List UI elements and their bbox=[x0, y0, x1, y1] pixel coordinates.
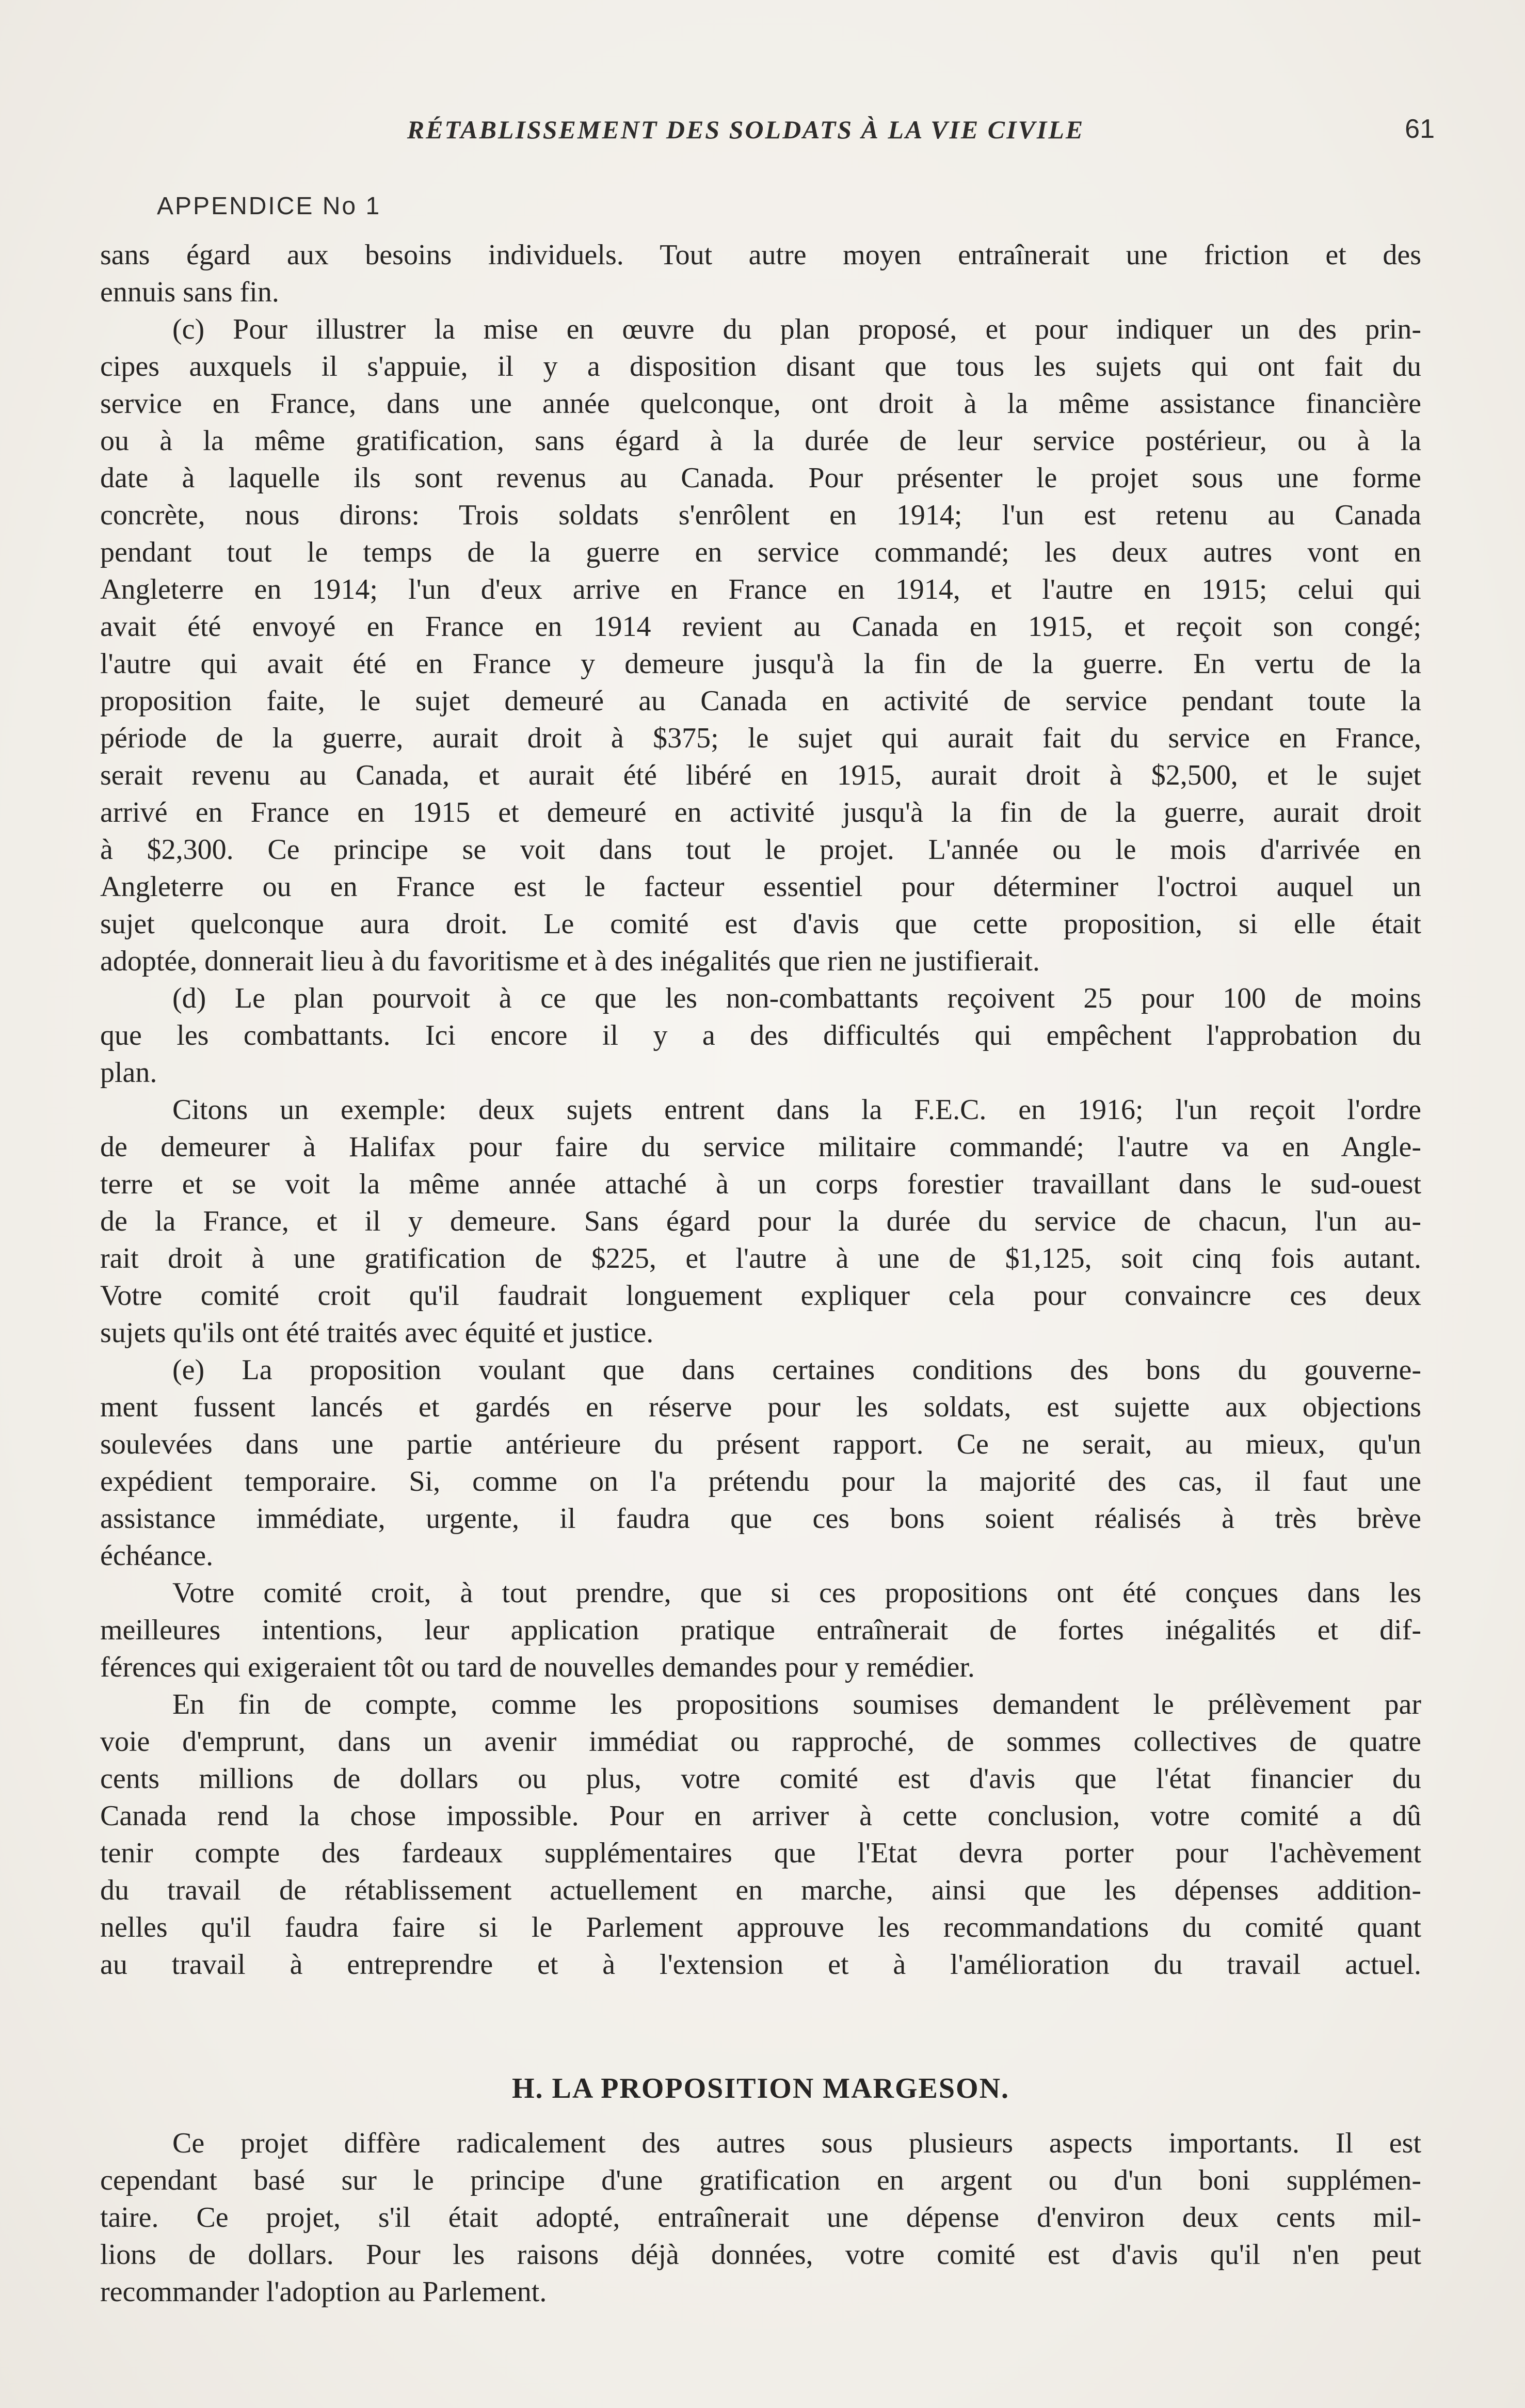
text-line: Angleterre ou en France est le facteur essentiel pour déterminer l'octroi auquel un bbox=[100, 871, 1421, 903]
text-line: plan. bbox=[100, 1057, 157, 1089]
text-line: assistance immédiate, urgente, il faudra que ces bons soient réalisés à très brève bbox=[100, 1503, 1421, 1535]
text-line: avait été envoyé en France en 1914 revient au Canada en 1915, et reçoit son congé; bbox=[100, 611, 1421, 643]
body-text bbox=[100, 236, 1421, 1983]
text-line: Citons un exemple: deux sujets entrent dans la F.E.C. en 1916; l'un reçoit l'ordre bbox=[172, 1094, 1421, 1126]
text-line: l'autre qui avait été en France y demeure jusqu'à la fin de la guerre. En vertu de la bbox=[100, 648, 1421, 680]
text-line: de la France, et il y demeure. Sans égard pour la durée du service de chacun, l'un au- bbox=[100, 1205, 1421, 1237]
text-line: que les combattants. Ici encore il y a des difficultés qui empêchent l'approbation du bbox=[100, 1019, 1421, 1051]
text-line: terre et se voit la même année attaché à un corps forestier travaillant dans le sud-ouest bbox=[100, 1168, 1421, 1200]
text-line: ment fussent lancés et gardés en réserve pour les soldats, est sujette aux objections bbox=[100, 1391, 1421, 1423]
text-line: arrivé en France en 1915 et demeuré en activité jusqu'à la fin de la guerre, aurait droit bbox=[100, 796, 1421, 828]
text-line: Canada rend la chose impossible. Pour en arriver à cette conclusion, votre comité a dû bbox=[100, 1800, 1421, 1832]
text-line: échéance. bbox=[100, 1540, 214, 1572]
text-line: cependant basé sur le principe d'une gratification en argent ou d'un boni supplémen- bbox=[100, 2164, 1421, 2196]
text-line: Votre comité croit qu'il faudrait longuement expliquer cela pour convaincre ces deux bbox=[100, 1280, 1421, 1312]
text-line: adoptée, donnerait lieu à du favoritisme et à des inégalités que rien ne justifierait. bbox=[100, 945, 1040, 977]
page-number: 61 bbox=[1405, 114, 1435, 144]
text-line: nelles qu'il faudra faire si le Parlement approuve les recommandations du comité quant bbox=[100, 1911, 1421, 1943]
text-line: du travail de rétablissement actuellement en marche, ainsi que les dépenses addition- bbox=[100, 1874, 1421, 1906]
text-line: (c) Pour illustrer la mise en œuvre du plan proposé, et pour indiquer un des prin- bbox=[172, 313, 1421, 345]
text-line: sujets qu'ils ont été traités avec équité et justice. bbox=[100, 1317, 654, 1349]
text-line: meilleures intentions, leur application pratique entraînerait de fortes inégalités et dif- bbox=[100, 1614, 1421, 1646]
section-title: H. LA PROPOSITION MARGESON. bbox=[511, 2072, 1010, 2104]
text-line: période de la guerre, aurait droit à $375; le sujet qui aurait fait du service en France, bbox=[100, 722, 1421, 754]
text-line: En fin de compte, comme les propositions soumises demandent le prélèvement par bbox=[172, 1688, 1421, 1720]
text-line: férences qui exigeraient tôt ou tard de nouvelles demandes pour y remédier. bbox=[100, 1651, 975, 1683]
text-line: au travail à entreprendre et à l'extension et à l'amélioration du travail actuel. bbox=[100, 1949, 1421, 1981]
text-line: Angleterre en 1914; l'un d'eux arrive en France en 1914, et l'autre en 1915; celui qui bbox=[100, 573, 1421, 605]
text-line: lions de dollars. Pour les raisons déjà données, votre comité est d'avis qu'il n'en peut bbox=[100, 2239, 1421, 2271]
text-line: à $2,300. Ce principe se voit dans tout le projet. L'année ou le mois d'arrivée en bbox=[100, 834, 1421, 866]
text-line: soulevées dans une partie antérieure du présent rapport. Ce ne serait, au mieux, qu'un bbox=[100, 1428, 1421, 1460]
text-line: cents millions de dollars ou plus, votre comité est d'avis que l'état financier du bbox=[100, 1763, 1421, 1795]
text-line: (d) Le plan pourvoit à ce que les non-combattants reçoivent 25 pour 100 de moins bbox=[172, 982, 1421, 1014]
text-line: ou à la même gratification, sans égard à la durée de leur service postérieur, ou à la bbox=[100, 425, 1421, 457]
text-line: recommander l'adoption au Parlement. bbox=[100, 2276, 547, 2308]
text-line: Ce projet diffère radicalement des autres sous plusieurs aspects importants. Il est bbox=[172, 2127, 1421, 2159]
text-line: service en France, dans une année quelconque, ont droit à la même assistance financière bbox=[100, 388, 1421, 420]
text-line: taire. Ce projet, s'il était adopté, entraînerait une dépense d'environ deux cents mil- bbox=[100, 2202, 1421, 2234]
text-line: concrète, nous dirons: Trois soldats s'enrôlent en 1914; l'un est retenu au Canada bbox=[100, 499, 1421, 531]
text-line: de demeurer à Halifax pour faire du service militaire commandé; l'autre va en Angle- bbox=[100, 1131, 1421, 1163]
text-line: voie d'emprunt, dans un avenir immédiat ou rapproché, de sommes collectives de quatre bbox=[100, 1726, 1421, 1758]
text-line: pendant tout le temps de la guerre en service commandé; les deux autres vont en bbox=[100, 536, 1421, 568]
text-line: Votre comité croit, à tout prendre, que si ces propositions ont été conçues dans les bbox=[172, 1577, 1421, 1609]
text-line: proposition faite, le sujet demeuré au Canada en activité de service pendant toute la bbox=[100, 685, 1421, 717]
text-line: tenir compte des fardeaux supplémentaires que l'Etat devra porter pour l'achèvement bbox=[100, 1837, 1421, 1869]
text-line: serait revenu au Canada, et aurait été libéré en 1915, aurait droit à $2,500, et le sujet bbox=[100, 759, 1421, 791]
running-title: RÉTABLISSEMENT DES SOLDATS À LA VIE CIVILE bbox=[407, 115, 1085, 144]
text-line: expédient temporaire. Si, comme on l'a prétendu pour la majorité des cas, il faut une bbox=[100, 1465, 1421, 1497]
text-line: sans égard aux besoins individuels. Tout autre moyen entraînerait une friction et des bbox=[100, 239, 1421, 271]
text-line: rait droit à une gratification de $225, et l'autre à une de $1,125, soit cinq fois autant. bbox=[100, 1242, 1421, 1274]
text-line: date à laquelle ils sont revenus au Canada. Pour présenter le projet sous une forme bbox=[100, 462, 1421, 494]
section-text bbox=[100, 2125, 1421, 2310]
appendix-label: APPENDICE No 1 bbox=[157, 193, 381, 220]
text-line: ennuis sans fin. bbox=[100, 276, 279, 308]
text-line: sujet quelconque aura droit. Le comité est d'avis que cette proposition, si elle était bbox=[100, 908, 1421, 940]
text-line: (e) La proposition voulant que dans certaines conditions des bons du gouverne- bbox=[172, 1354, 1421, 1386]
text-line: cipes auxquels il s'appuie, il y a disposition disant que tous les sujets qui ont fait du bbox=[100, 350, 1421, 382]
